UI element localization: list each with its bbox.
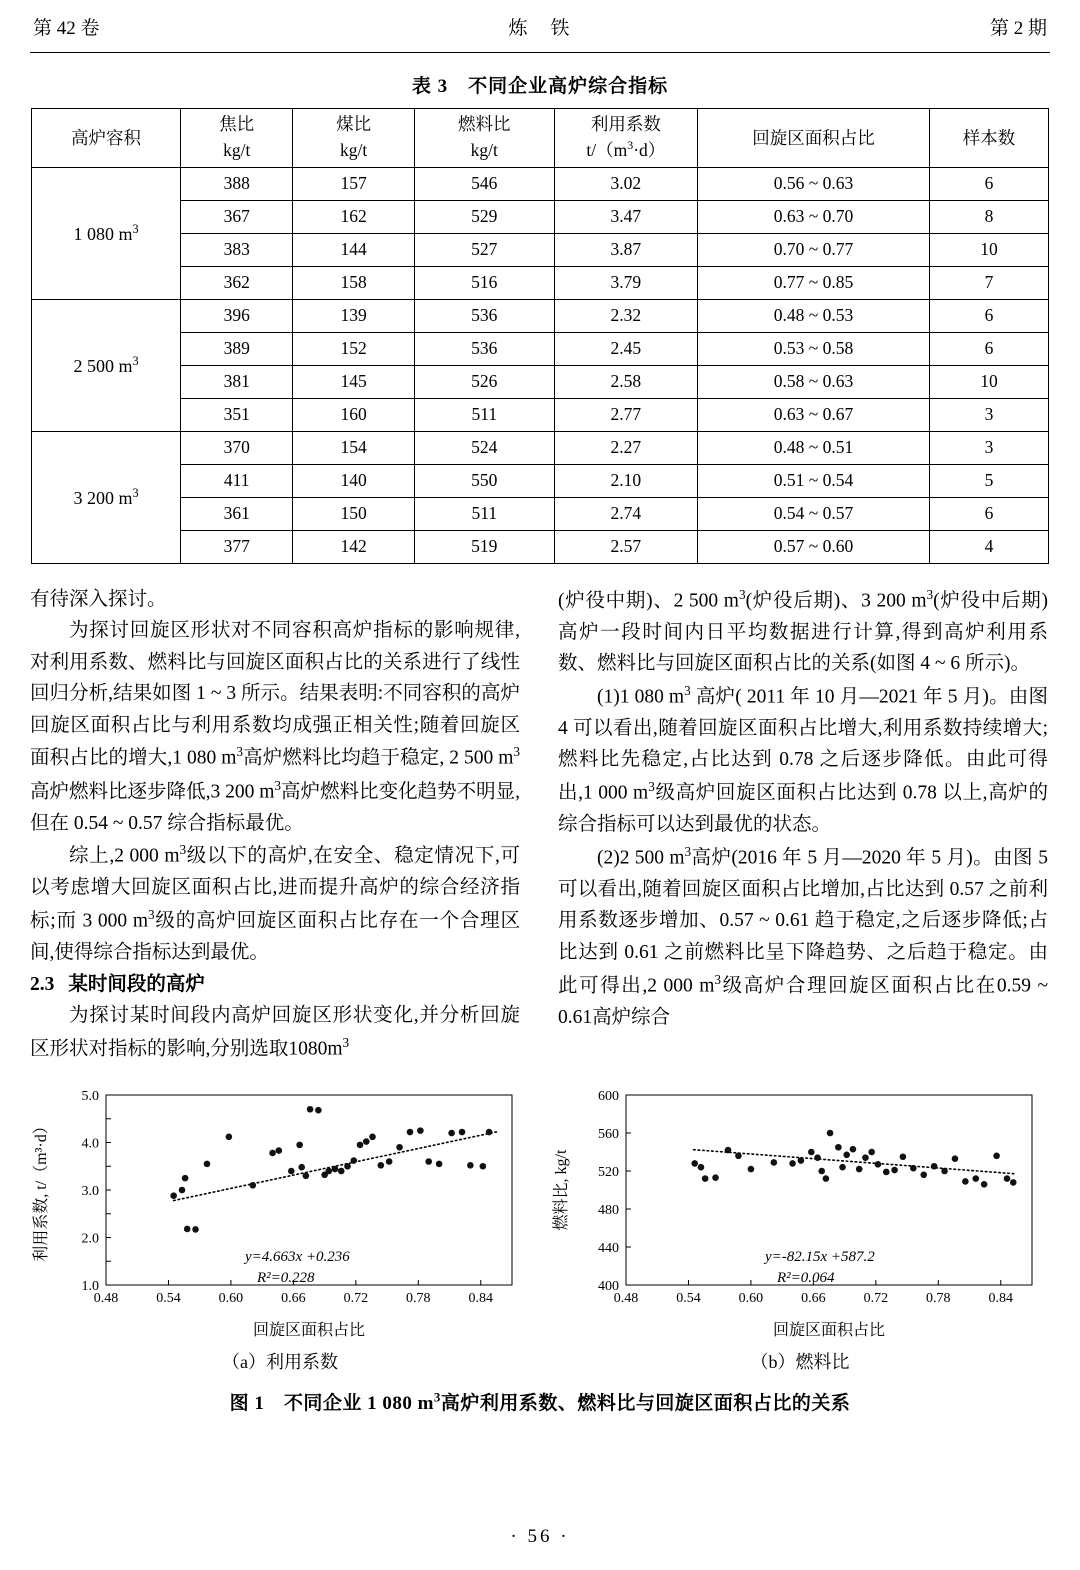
- table-row: [32, 200, 1049, 233]
- col-header-volume: [32, 109, 181, 168]
- table-title: 表 3 不同企业高炉综合指标: [411, 76, 669, 97]
- cell-coal: 144: [293, 233, 415, 266]
- cell-coal: 157: [293, 167, 415, 200]
- table-row: [32, 266, 1049, 299]
- svg-text:5.0: 5.0: [81, 1088, 99, 1104]
- svg-text:0.66: 0.66: [281, 1290, 306, 1306]
- table-row: [32, 464, 1049, 497]
- cell-util: 2.57: [554, 530, 697, 563]
- cell-samples: 6: [930, 497, 1049, 530]
- col-header-fuel-ratio: 燃料比 kg/t: [414, 109, 554, 168]
- cell-raceway: 0.70 ~ 0.77: [697, 233, 929, 266]
- svg-text:R²=0.064: R²=0.064: [777, 1269, 835, 1286]
- paragraph-left-2: 为探讨回旋区形状对不同容积高炉指标的影响规律,对利用系数、燃料比与回旋区面积占比的关系进行了线性回归分析,结果如图 1 ~ 3 所示。结果表明:不同容积的高炉回旋区面积占比与利用系数均成强正相关性;随着回旋区面积占比的增大,1 080 $m^3$高炉燃料比均趋于稳定, 2 500 $m^3$高炉燃料比逐步降低,3 200 $m^3$高炉燃料比变化趋势不明显,但在 0.54 ~ 0.57 综合指标最优。: [30, 620, 521, 834]
- cell-util: 3.87: [554, 233, 697, 266]
- cell-util: 2.58: [554, 365, 697, 398]
- figure-1a-caption: （a）利用系数: [222, 1351, 338, 1372]
- body-columns: [30, 584, 1050, 1065]
- cell-util: 3.02: [554, 167, 697, 200]
- svg-text:0.48: 0.48: [93, 1290, 119, 1306]
- cell-samples: 10: [930, 365, 1049, 398]
- figure-1b-caption: （b）燃料比: [750, 1351, 850, 1372]
- table-row: [32, 332, 1049, 365]
- cell-coal: 152: [293, 332, 415, 365]
- header-rule: [30, 52, 1050, 53]
- cell-fuel: 550: [414, 464, 554, 497]
- cell-fuel: 536: [414, 332, 554, 365]
- svg-text:4.0: 4.0: [81, 1136, 99, 1152]
- cell-raceway: 0.63 ~ 0.67: [697, 398, 929, 431]
- cell-fuel: 527: [414, 233, 554, 266]
- cell-coke: 388: [181, 167, 293, 200]
- cell-coke: 362: [181, 266, 293, 299]
- svg-text:回旋区面积占比: 回旋区面积占比: [252, 1321, 366, 1339]
- col-header-samples: 样本数: [930, 109, 1049, 168]
- group-volume-cell: 1 080 $m^3$: [32, 167, 181, 299]
- svg-text:0.48: 0.48: [613, 1290, 639, 1306]
- figure-1-caption: 图 1 不同企业 1 080 $m^3$高炉利用系数、燃料比与回旋区面积占比的关系: [229, 1389, 851, 1414]
- cell-util: 2.74: [554, 497, 697, 530]
- col-header-utilization: 利用系数 $t/(m^3\cdot d)$: [554, 109, 697, 168]
- svg-text:y=4.663x +0.236: y=4.663x +0.236: [245, 1248, 350, 1265]
- section-heading: [30, 969, 520, 1001]
- left-column: [30, 584, 520, 1065]
- cell-raceway: 0.48 ~ 0.51: [697, 431, 929, 464]
- page-number: · 56 ·: [510, 1526, 570, 1547]
- cell-fuel: 546: [414, 167, 554, 200]
- svg-text:0.72: 0.72: [343, 1290, 369, 1306]
- cell-coal: 158: [293, 266, 415, 299]
- table-row: [32, 365, 1049, 398]
- cell-fuel: 536: [414, 299, 554, 332]
- svg-text:480: 480: [598, 1202, 619, 1218]
- cell-coke: 383: [181, 233, 293, 266]
- right-column: [558, 584, 1048, 1065]
- cell-samples: 5: [930, 464, 1049, 497]
- cell-fuel: 524: [414, 431, 554, 464]
- svg-text:利用系数, t/（m³·d）: 利用系数, t/（m³·d）: [33, 1118, 50, 1262]
- svg-text:0.54: 0.54: [676, 1290, 701, 1306]
- cell-samples: 8: [930, 200, 1049, 233]
- table-body: [32, 167, 1049, 563]
- cell-raceway: 0.57 ~ 0.60: [697, 530, 929, 563]
- cell-coke: 381: [181, 365, 293, 398]
- cell-coal: 142: [293, 530, 415, 563]
- cell-fuel: 529: [414, 200, 554, 233]
- cell-raceway: 0.53 ~ 0.58: [697, 332, 929, 365]
- issue-label: 第 2 期: [989, 17, 1047, 39]
- cell-coal: 150: [293, 497, 415, 530]
- table-row: [32, 530, 1049, 563]
- section-title: 某时间段的高炉: [68, 973, 205, 995]
- cell-util: 2.27: [554, 431, 697, 464]
- svg-text:0.78: 0.78: [926, 1290, 951, 1306]
- svg-text:0.66: 0.66: [801, 1290, 826, 1306]
- group-volume-cell: 2 500 $m^3$: [32, 299, 181, 431]
- cell-samples: 7: [930, 266, 1049, 299]
- volume-label: 第 42 卷: [33, 17, 100, 39]
- cell-raceway: 0.48 ~ 0.53: [697, 299, 929, 332]
- svg-text:R²=0.228: R²=0.228: [257, 1269, 315, 1286]
- svg-text:回旋区面积占比: 回旋区面积占比: [772, 1321, 886, 1339]
- cell-util: 3.79: [554, 266, 697, 299]
- cell-coke: 370: [181, 431, 293, 464]
- paragraph-left-4: 为探讨某时间段内高炉回旋区形状变化,并分析回旋区形状对指标的影响,分别选取$1080m^3$: [30, 1005, 520, 1060]
- svg-text:520: 520: [598, 1164, 619, 1180]
- cell-raceway: 0.54 ~ 0.57: [697, 497, 929, 530]
- svg-text:440: 440: [598, 1240, 619, 1256]
- cell-raceway: 0.58 ~ 0.63: [697, 365, 929, 398]
- group-volume-cell: 3 200 $m^3$: [32, 431, 181, 563]
- cell-coke: 377: [181, 530, 293, 563]
- svg-text:y=-82.15x +587.2: y=-82.15x +587.2: [765, 1248, 875, 1265]
- cell-coke: 411: [181, 464, 293, 497]
- paragraph-left-3: 综上,2 000 $m^3$级以下的高炉,在安全、稳定情况下,可以考虑增大回旋区面积占比,进而提升高炉的综合经济指标;而 3 000 $m^3$级的高炉回旋区面积占比存在一个合理区间,使得综合指标达到最优。: [30, 842, 520, 963]
- paragraph-right-2: (1)1 080 $m^3$ 高炉( 2011 年 10 月—2021 年 5 月)。由图 4 可以看出,随着回旋区面积占比增大,利用系数持续增大;燃料比先稳定,占比达到 0.78 之后逐步降低。由此可得出,1 000 $m^3$级高炉回旋区面积占比达到 0.78 以上,高炉的综合指标可以达到最优的状态。: [558, 682, 1049, 836]
- col-header-raceway-ratio: 回旋区面积占比: [697, 109, 929, 168]
- cell-fuel: 526: [414, 365, 554, 398]
- svg-text:0.60: 0.60: [218, 1290, 244, 1306]
- svg-text:0.84: 0.84: [988, 1290, 1014, 1306]
- svg-text:560: 560: [598, 1126, 619, 1142]
- svg-text:0.78: 0.78: [406, 1290, 431, 1306]
- svg-text:1.0: 1.0: [81, 1278, 99, 1294]
- svg-text:600: 600: [598, 1088, 619, 1104]
- cell-samples: 6: [930, 167, 1049, 200]
- figure-row: [30, 1081, 1050, 1374]
- cell-util: 2.10: [554, 464, 697, 497]
- cell-samples: 10: [930, 233, 1049, 266]
- cell-fuel: 511: [414, 497, 554, 530]
- comprehensive-index-table: [31, 108, 1049, 564]
- table-header-row: [32, 109, 1049, 168]
- cell-util: 2.32: [554, 299, 697, 332]
- svg-text:2.0: 2.0: [81, 1231, 99, 1247]
- svg-text:0.84: 0.84: [468, 1290, 494, 1306]
- cell-coal: 154: [293, 431, 415, 464]
- cell-raceway: 0.51 ~ 0.54: [697, 464, 929, 497]
- svg-text:0.60: 0.60: [738, 1290, 764, 1306]
- cell-util: 2.77: [554, 398, 697, 431]
- cell-util: 3.47: [554, 200, 697, 233]
- svg-text:燃料比, kg/t: 燃料比, kg/t: [553, 1149, 570, 1231]
- cell-coal: 139: [293, 299, 415, 332]
- cell-samples: 3: [930, 431, 1049, 464]
- svg-text:0.54: 0.54: [156, 1290, 181, 1306]
- cell-coke: 351: [181, 398, 293, 431]
- col-header-volume-label: 高炉容积: [71, 128, 142, 149]
- cell-coal: 160: [293, 398, 415, 431]
- cell-fuel: 519: [414, 530, 554, 563]
- table-row: [32, 299, 1049, 332]
- paragraph-right-1: (炉役中期)、2 500 $m^3$(炉役后期)、3 200 $m^3$(炉役中后期)高炉一段时间内日平均数据进行计算,得到高炉利用系数、燃料比与回旋区面积占比的关系(如图 4 ~ 6 所示)。: [558, 586, 1049, 675]
- scatter-chart-utilization: [30, 1081, 530, 1341]
- col-header-coal-ratio: 煤比 kg/t: [293, 109, 415, 168]
- table-row: [32, 431, 1049, 464]
- cell-coke: 361: [181, 497, 293, 530]
- cell-coke: 396: [181, 299, 293, 332]
- figure-1b: [550, 1081, 1050, 1374]
- cell-raceway: 0.63 ~ 0.70: [697, 200, 929, 233]
- cell-samples: 3: [930, 398, 1049, 431]
- table-row: [32, 497, 1049, 530]
- cell-samples: 4: [930, 530, 1049, 563]
- svg-text:400: 400: [598, 1278, 619, 1294]
- cell-coal: 140: [293, 464, 415, 497]
- section-number: 2.3: [30, 973, 55, 995]
- table-row: [32, 398, 1049, 431]
- cell-samples: 6: [930, 332, 1049, 365]
- table-row: [32, 167, 1049, 200]
- svg-text:3.0: 3.0: [81, 1183, 99, 1199]
- cell-coal: 162: [293, 200, 415, 233]
- cell-raceway: 0.56 ~ 0.63: [697, 167, 929, 200]
- journal-name: 炼 铁: [508, 17, 572, 39]
- svg-text:0.72: 0.72: [863, 1290, 889, 1306]
- cell-coke: 367: [181, 200, 293, 233]
- paragraph-left-1: 有待深入探讨。: [30, 588, 167, 610]
- running-head: [30, 0, 1050, 52]
- cell-fuel: 511: [414, 398, 554, 431]
- table-row: [32, 233, 1049, 266]
- cell-raceway: 0.77 ~ 0.85: [697, 266, 929, 299]
- col-header-coke-ratio: 焦比 kg/t: [181, 109, 293, 168]
- cell-samples: 6: [930, 299, 1049, 332]
- figure-1a: [30, 1081, 530, 1374]
- scatter-chart-fuel-ratio: [550, 1081, 1050, 1341]
- cell-coal: 145: [293, 365, 415, 398]
- paragraph-right-3: (2)2 500 $m^3$高炉(2016 年 5 月—2020 年 5 月)。由图 5 可以看出,随着回旋区面积占比增加,占比达到 0.57 之前利用系数逐步增加、0.57 ~ 0.61 趋于稳定,之后逐步降低;占比达到 0.61 之前燃料比呈下降趋势、之后趋于稳定。由此可得出,2 000 $m^3$级高炉合理回旋区面积占比在0.59 ~ 0.61高炉综合: [558, 843, 1048, 1028]
- cell-coke: 389: [181, 332, 293, 365]
- cell-fuel: 516: [414, 266, 554, 299]
- cell-util: 2.45: [554, 332, 697, 365]
